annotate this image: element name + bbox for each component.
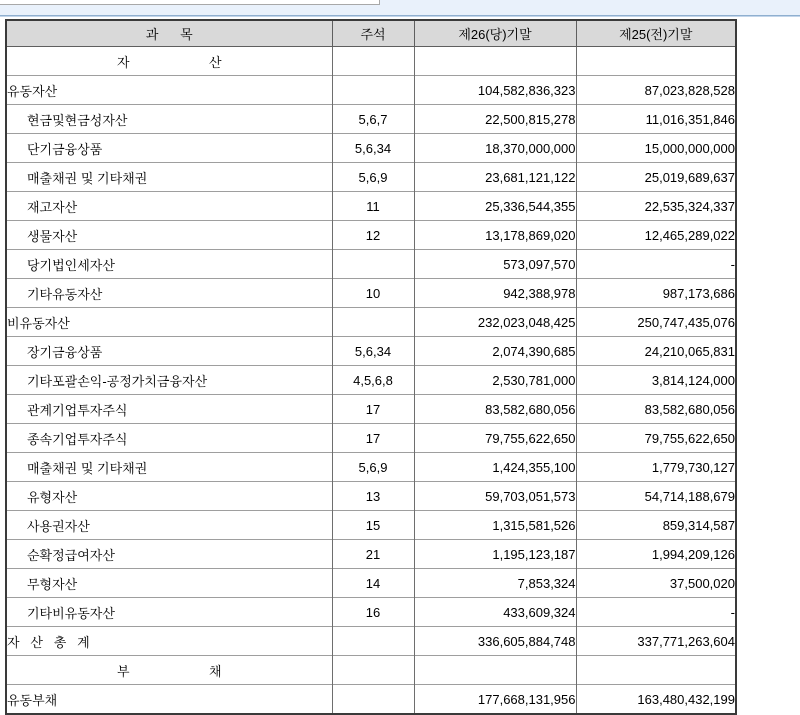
note-cell: 4,5,6,8 bbox=[332, 366, 414, 395]
note-cell: 5,6,7 bbox=[332, 105, 414, 134]
prior-value-cell: 250,747,435,076 bbox=[576, 308, 736, 337]
table-row bbox=[6, 453, 736, 482]
account-cell: 장기금융상품 bbox=[6, 337, 332, 366]
prior-value-cell: 54,714,188,679 bbox=[576, 482, 736, 511]
note-cell bbox=[332, 47, 414, 76]
current-value-cell: 13,178,869,020 bbox=[414, 221, 576, 250]
table-row bbox=[6, 279, 736, 308]
prior-value-cell: 83,582,680,056 bbox=[576, 395, 736, 424]
current-value-cell: 104,582,836,323 bbox=[414, 76, 576, 105]
prior-period-column-header: 제25(전)기말 bbox=[576, 20, 736, 47]
current-value-cell: 22,500,815,278 bbox=[414, 105, 576, 134]
account-cell: 기타비유동자산 bbox=[6, 598, 332, 627]
current-value-cell: 433,609,324 bbox=[414, 598, 576, 627]
account-cell: 현금및현금성자산 bbox=[6, 105, 332, 134]
account-cell: 유동자산 bbox=[6, 76, 332, 105]
table-row bbox=[6, 627, 736, 656]
current-value-cell: 59,703,051,573 bbox=[414, 482, 576, 511]
statement-table-area bbox=[5, 19, 800, 715]
table-row bbox=[6, 424, 736, 453]
prior-value-cell: 163,480,432,199 bbox=[576, 685, 736, 715]
account-cell: 순확정급여자산 bbox=[6, 540, 332, 569]
note-cell bbox=[332, 250, 414, 279]
account-cell: 재고자산 bbox=[6, 192, 332, 221]
account-cell: 기타유동자산 bbox=[6, 279, 332, 308]
account-cell: 당기법인세자산 bbox=[6, 250, 332, 279]
header-row bbox=[6, 20, 736, 47]
prior-value-cell: 22,535,324,337 bbox=[576, 192, 736, 221]
table-row bbox=[6, 366, 736, 395]
prior-value-cell: 11,016,351,846 bbox=[576, 105, 736, 134]
note-cell: 14 bbox=[332, 569, 414, 598]
note-column-header: 주석 bbox=[332, 20, 414, 47]
table-row bbox=[6, 540, 736, 569]
current-value-cell: 177,668,131,956 bbox=[414, 685, 576, 715]
tab-remnant bbox=[0, 0, 380, 5]
account-cell: 생물자산 bbox=[6, 221, 332, 250]
account-cell: 유형자산 bbox=[6, 482, 332, 511]
table-row bbox=[6, 105, 736, 134]
top-chrome-divider bbox=[0, 16, 800, 17]
current-value-cell: 573,097,570 bbox=[414, 250, 576, 279]
prior-value-cell: 12,465,289,022 bbox=[576, 221, 736, 250]
account-cell: 종속기업투자주식 bbox=[6, 424, 332, 453]
note-cell: 5,6,9 bbox=[332, 163, 414, 192]
current-value-cell bbox=[414, 656, 576, 685]
note-cell bbox=[332, 308, 414, 337]
account-cell: 매출채권 및 기타채권 bbox=[6, 453, 332, 482]
note-cell: 17 bbox=[332, 395, 414, 424]
account-cell: 사용권자산 bbox=[6, 511, 332, 540]
account-cell: 단기금융상품 bbox=[6, 134, 332, 163]
note-cell bbox=[332, 76, 414, 105]
current-value-cell: 232,023,048,425 bbox=[414, 308, 576, 337]
table-row bbox=[6, 337, 736, 366]
account-cell: 유동부채 bbox=[6, 685, 332, 715]
note-cell: 16 bbox=[332, 598, 414, 627]
current-value-cell: 1,315,581,526 bbox=[414, 511, 576, 540]
table-row bbox=[6, 134, 736, 163]
note-cell: 11 bbox=[332, 192, 414, 221]
account-column-header: 과 목 bbox=[6, 20, 332, 47]
current-value-cell: 336,605,884,748 bbox=[414, 627, 576, 656]
current-period-column-header: 제26(당)기말 bbox=[414, 20, 576, 47]
prior-value-cell: - bbox=[576, 598, 736, 627]
account-cell: 무형자산 bbox=[6, 569, 332, 598]
table-row bbox=[6, 163, 736, 192]
prior-value-cell: 24,210,065,831 bbox=[576, 337, 736, 366]
note-cell: 5,6,34 bbox=[332, 337, 414, 366]
balance-sheet-table bbox=[5, 19, 737, 715]
prior-value-cell: 37,500,020 bbox=[576, 569, 736, 598]
current-value-cell: 25,336,544,355 bbox=[414, 192, 576, 221]
note-cell: 17 bbox=[332, 424, 414, 453]
current-value-cell: 79,755,622,650 bbox=[414, 424, 576, 453]
table-row bbox=[6, 395, 736, 424]
current-value-cell: 23,681,121,122 bbox=[414, 163, 576, 192]
current-value-cell: 1,424,355,100 bbox=[414, 453, 576, 482]
prior-value-cell: 3,814,124,000 bbox=[576, 366, 736, 395]
table-row bbox=[6, 569, 736, 598]
current-value-cell: 83,582,680,056 bbox=[414, 395, 576, 424]
table-row bbox=[6, 482, 736, 511]
note-cell: 13 bbox=[332, 482, 414, 511]
prior-value-cell: 87,023,828,528 bbox=[576, 76, 736, 105]
prior-value-cell: 337,771,263,604 bbox=[576, 627, 736, 656]
account-cell: 비유동자산 bbox=[6, 308, 332, 337]
note-cell bbox=[332, 685, 414, 715]
account-cell: 매출채권 및 기타채권 bbox=[6, 163, 332, 192]
table-row bbox=[6, 47, 736, 76]
current-value-cell: 1,195,123,187 bbox=[414, 540, 576, 569]
note-cell bbox=[332, 656, 414, 685]
account-cell: 자 산 총 계 bbox=[6, 627, 332, 656]
current-value-cell bbox=[414, 47, 576, 76]
prior-value-cell: 859,314,587 bbox=[576, 511, 736, 540]
prior-value-cell: 79,755,622,650 bbox=[576, 424, 736, 453]
account-cell: 기타포괄손익-공정가치금융자산 bbox=[6, 366, 332, 395]
note-cell: 21 bbox=[332, 540, 414, 569]
current-value-cell: 18,370,000,000 bbox=[414, 134, 576, 163]
note-cell: 10 bbox=[332, 279, 414, 308]
table-row bbox=[6, 598, 736, 627]
table-row bbox=[6, 250, 736, 279]
note-cell: 12 bbox=[332, 221, 414, 250]
account-cell: 자 산 bbox=[6, 47, 332, 76]
prior-value-cell: 15,000,000,000 bbox=[576, 134, 736, 163]
top-window-chrome bbox=[0, 0, 800, 16]
prior-value-cell: 25,019,689,637 bbox=[576, 163, 736, 192]
note-cell: 5,6,9 bbox=[332, 453, 414, 482]
table-row bbox=[6, 76, 736, 105]
note-cell: 5,6,34 bbox=[332, 134, 414, 163]
current-value-cell: 942,388,978 bbox=[414, 279, 576, 308]
prior-value-cell bbox=[576, 47, 736, 76]
account-cell: 부 채 bbox=[6, 656, 332, 685]
account-cell: 관계기업투자주식 bbox=[6, 395, 332, 424]
table-row bbox=[6, 511, 736, 540]
prior-value-cell bbox=[576, 656, 736, 685]
table-row bbox=[6, 192, 736, 221]
prior-value-cell: 1,994,209,126 bbox=[576, 540, 736, 569]
current-value-cell: 2,530,781,000 bbox=[414, 366, 576, 395]
note-cell: 15 bbox=[332, 511, 414, 540]
prior-value-cell: - bbox=[576, 250, 736, 279]
current-value-cell: 2,074,390,685 bbox=[414, 337, 576, 366]
prior-value-cell: 987,173,686 bbox=[576, 279, 736, 308]
table-row bbox=[6, 656, 736, 685]
note-cell bbox=[332, 627, 414, 656]
current-value-cell: 7,853,324 bbox=[414, 569, 576, 598]
table-row bbox=[6, 221, 736, 250]
prior-value-cell: 1,779,730,127 bbox=[576, 453, 736, 482]
table-row bbox=[6, 308, 736, 337]
table-row bbox=[6, 685, 736, 715]
